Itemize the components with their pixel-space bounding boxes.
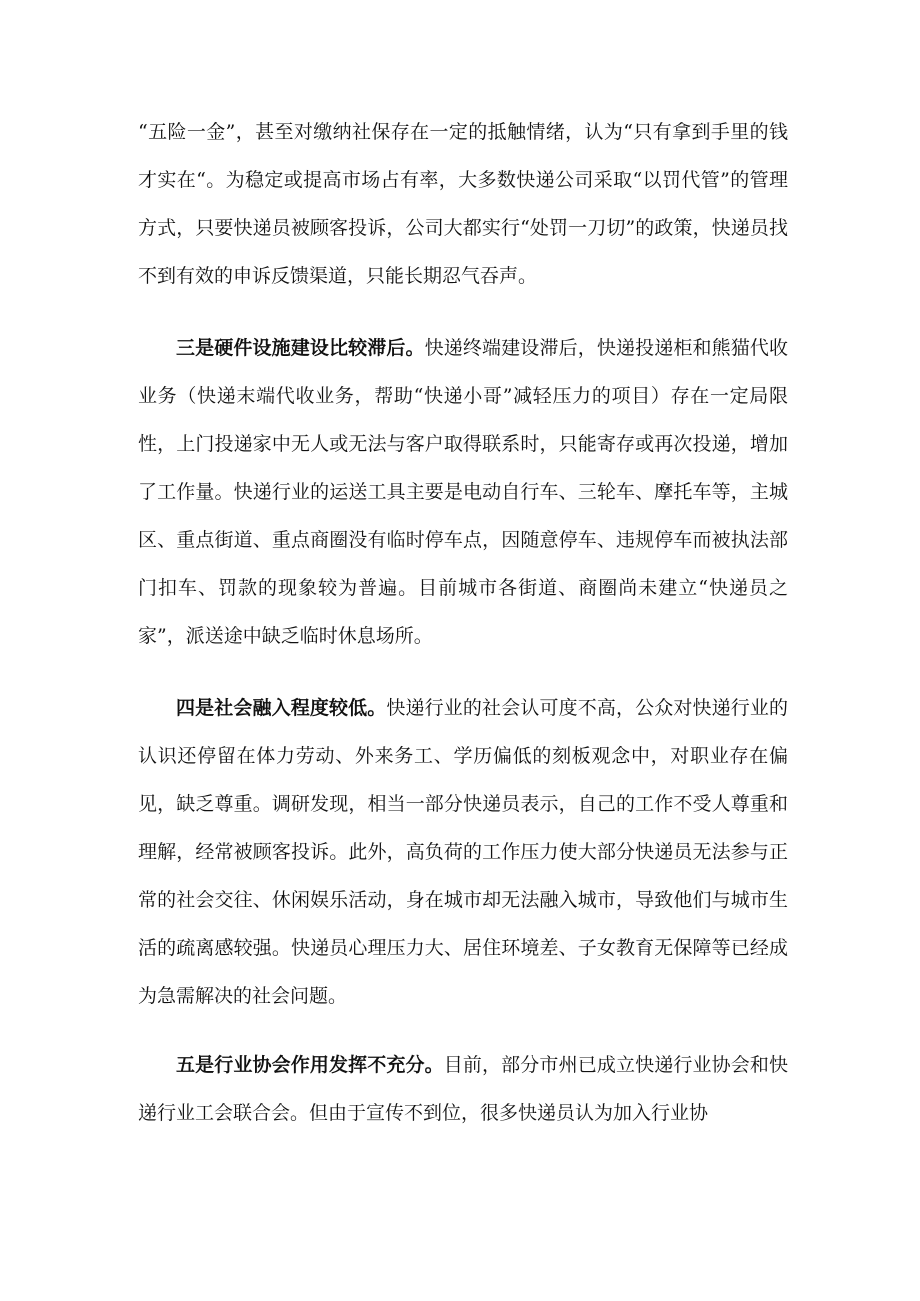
paragraph-lead-heading: 三是硬件设施建设比较滞后。 — [176, 337, 425, 359]
paragraph-continuation — [138, 108, 788, 300]
paragraph-social-integration — [138, 684, 788, 1020]
paragraph-industry-association — [138, 1041, 788, 1137]
paragraph-body: 快递行业的社会认可度不高，公众对快递行业的认识还停留在体力劳动、外来务工、学历偏低的刻板观念中，对职业存在偏见，缺乏尊重。调研发现，相当一部分快递员表示，自己的工作不受人尊重和理解，经常被顾客投诉。此外，高负荷的工作压力使大部分快递员无法参与正常的社会交往、休闲娱乐活动，身在城市却无法融入城市，导致他们与城市生活的疏离感较强。快递员心理压力大、居住环境差、子女教育无保障等已经成为急需解决的社会问题。 — [138, 697, 788, 1007]
paragraph-body: 目前，部分市州已成立快递行业协会和快递行业工会联合会。但由于宣传不到位，很多快递员认为加入行业协 — [138, 1054, 788, 1124]
paragraph-body: “五险一金”，甚至对缴纳社保存在一定的抵触情绪，认为“只有拿到手里的钱才实在“。为稳定或提高市场占有率，大多数快递公司采取“以罚代管”的管理方式，只要快递员被顾客投诉，公司大都实行“处罚一刀切”的政策，快递员找不到有效的申诉反馈渠道，只能长期忍气吞声。 — [138, 121, 788, 287]
paragraph-lead-heading: 五是行业协会作用发挥不充分。 — [176, 1054, 444, 1076]
paragraph-hardware-facilities — [138, 324, 788, 660]
paragraph-lead-heading: 四是社会融入程度较低。 — [176, 697, 387, 719]
paragraph-body: 快递终端建设滞后，快递投递柜和熊猫代收业务（快递末端代收业务，帮助“快递小哥”减轻压力的项目）存在一定局限性，上门投递家中无人或无法与客户取得联系时，只能寄存或再次投递，增加了工作量。快递行业的运送工具主要是电动自行车、三轮车、摩托车等，主城区、重点街道、重点商圈没有临时停车点，因随意停车、违规停车而被执法部门扣车、罚款的现象较为普遍。目前城市各街道、商圈尚未建立“快递员之家”，派送途中缺乏临时休息场所。 — [138, 337, 788, 647]
